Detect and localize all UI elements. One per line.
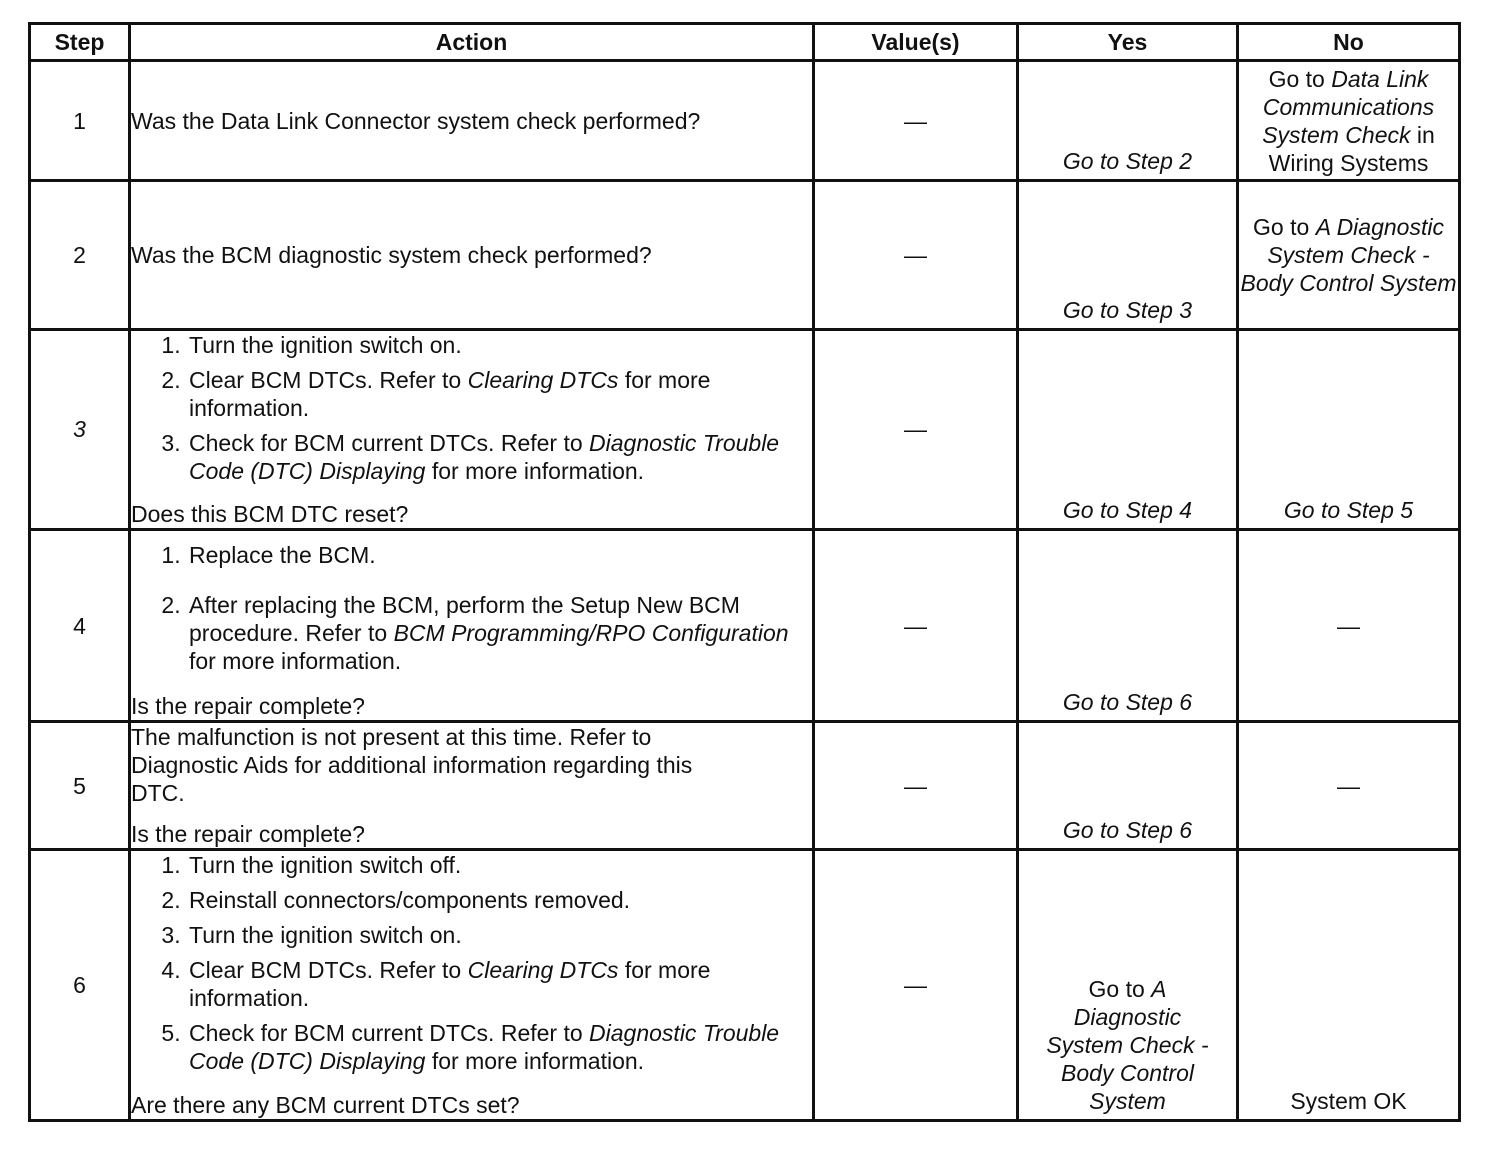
yes-cell [1018,61,1238,181]
no-result: System OK [1290,1088,1407,1114]
list-item: 1. Replace the BCM. [187,541,812,569]
action-steps [131,331,812,492]
no-cell [1238,850,1460,1121]
list-item: 3. Turn the ignition switch on. [187,921,812,949]
diagnostic-table [28,22,1461,1122]
value-cell: — [814,61,1018,181]
yes-cell [1018,529,1238,721]
yes-link[interactable]: Go to Step 6 [1062,817,1193,844]
action-text: The malfunction is not present at this time. Refer to Diagnostic Aids for additional information regarding this DTC. [131,724,693,807]
yes-link[interactable]: Go to Step 4 [1062,496,1193,523]
list-item: 1. Turn the ignition switch off. [187,851,812,879]
action-cell [130,722,814,850]
step-number: 1 [30,61,130,181]
no-cell [1238,181,1460,329]
header-row [30,24,1460,61]
no-cell [1238,329,1460,529]
action-question: Is the repair complete? [131,821,365,848]
action-steps [131,541,812,682]
action-cell [130,181,814,329]
yes-cell [1018,329,1238,529]
yes-link[interactable]: Go to Step 2 [1062,148,1193,175]
action-question: Does this BCM DTC reset? [131,500,409,527]
no-link[interactable]: Go to A Diagnostic System Check - Body Control System [1240,213,1457,296]
action-steps [131,851,812,1082]
table-row [30,722,1460,850]
header-values: Value(s) [814,24,1018,61]
yes-link[interactable]: Go to A Diagnostic System Check - Body Control System [1046,976,1209,1114]
action-cell [130,850,814,1121]
yes-cell [1018,850,1238,1121]
no-link[interactable]: Go to Data Link Communications System Check in Wiring Systems [1262,65,1435,176]
value-cell: — [814,722,1018,850]
table-row [30,61,1460,181]
step-number: 5 [30,722,130,850]
list-item: 2. Reinstall connectors/components removed. [187,886,812,914]
value-cell: — [814,181,1018,329]
list-item: 1. Turn the ignition switch on. [187,331,812,359]
yes-link[interactable]: Go to Step 3 [1062,296,1193,323]
no-cell [1238,61,1460,181]
value-cell: — [814,529,1018,721]
no-cell: — [1238,722,1460,850]
value-cell: — [814,850,1018,1121]
header-no: No [1238,24,1460,61]
header-yes: Yes [1018,24,1238,61]
action-question: Is the repair complete? [131,693,365,720]
list-item: 3. Check for BCM current DTCs. Refer to Diagnostic Trouble Code (DTC) Displaying for more information. [187,429,812,485]
table-row [30,329,1460,529]
step-number: 6 [30,850,130,1121]
header-action: Action [130,24,814,61]
action-cell [130,329,814,529]
step-number: 3 [30,329,130,529]
yes-cell [1018,722,1238,850]
yes-cell [1018,181,1238,329]
no-link[interactable]: Go to Step 5 [1283,496,1414,523]
action-text: Was the Data Link Connector system check performed? [131,107,701,134]
action-text: Was the BCM diagnostic system check performed? [131,241,652,268]
step-number: 2 [30,181,130,329]
action-question: Are there any BCM current DTCs set? [131,1092,520,1118]
value-cell: — [814,329,1018,529]
table-row [30,529,1460,721]
table-row [30,850,1460,1121]
action-cell [130,529,814,721]
list-item: 2. After replacing the BCM, perform the Setup New BCM procedure. Refer to BCM Programming/RPO Configuration for more information. [187,591,812,675]
no-cell: — [1238,529,1460,721]
list-item: 4. Clear BCM DTCs. Refer to Clearing DTCs for more information. [187,956,812,1012]
header-step: Step [30,24,130,61]
list-item: 2. Clear BCM DTCs. Refer to Clearing DTCs for more information. [187,366,812,422]
action-cell [130,61,814,181]
list-item: 5. Check for BCM current DTCs. Refer to Diagnostic Trouble Code (DTC) Displaying for more information. [187,1019,812,1075]
yes-link[interactable]: Go to Step 6 [1062,689,1193,716]
table-row [30,181,1460,329]
step-number: 4 [30,529,130,721]
